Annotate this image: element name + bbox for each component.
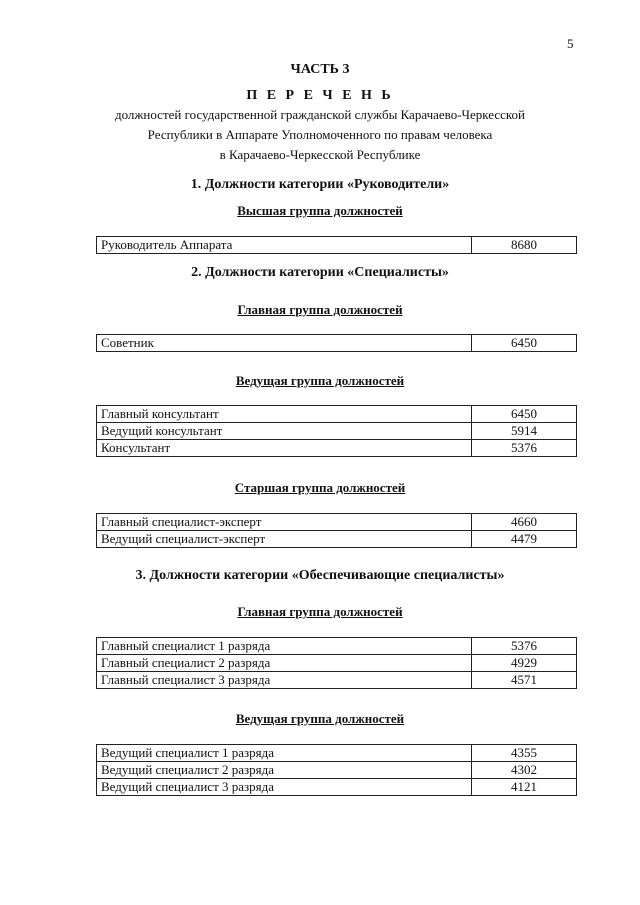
page-number: 5 bbox=[567, 36, 574, 51]
position-value: 6450 bbox=[472, 335, 577, 352]
position-name: Ведущий специалист 3 разряда bbox=[97, 779, 472, 796]
position-name: Главный специалист 1 разряда bbox=[97, 638, 472, 655]
position-value: 4929 bbox=[472, 655, 577, 672]
document-heading: П Е Р Е Ч Е Н Ь bbox=[246, 88, 394, 103]
table-row bbox=[97, 672, 577, 689]
position-value: 8680 bbox=[472, 237, 577, 254]
positions-table bbox=[96, 637, 577, 689]
category-title: 2. Должности категории «Специалисты» bbox=[191, 265, 449, 280]
position-name: Ведущий специалист 1 разряда bbox=[97, 745, 472, 762]
positions-table bbox=[96, 513, 577, 548]
table-row bbox=[97, 423, 577, 440]
table-row bbox=[97, 779, 577, 796]
position-value: 4479 bbox=[472, 531, 577, 548]
position-value: 5376 bbox=[472, 440, 577, 457]
table-row bbox=[97, 745, 577, 762]
subtitle-line: должностей государственной гражданской службы Карачаево-Черкесской bbox=[114, 107, 525, 122]
table-row bbox=[97, 531, 577, 548]
table-row bbox=[97, 335, 577, 352]
positions-table bbox=[96, 334, 577, 352]
position-value: 5376 bbox=[472, 638, 577, 655]
position-name: Советник bbox=[97, 335, 472, 352]
position-name: Ведущий специалист-эксперт bbox=[97, 531, 472, 548]
document-subtitle bbox=[0, 105, 640, 165]
position-value: 4660 bbox=[472, 514, 577, 531]
position-name: Ведущий консультант bbox=[97, 423, 472, 440]
table-row bbox=[97, 237, 577, 254]
position-name: Консультант bbox=[97, 440, 472, 457]
category-title: 1. Должности категории «Руководители» bbox=[190, 177, 450, 192]
position-name: Главный специалист 3 разряда bbox=[97, 672, 472, 689]
part-title: ЧАСТЬ 3 bbox=[290, 62, 350, 77]
group-title: Главная группа должностей bbox=[237, 604, 403, 619]
table-row bbox=[97, 762, 577, 779]
positions-table bbox=[96, 236, 577, 254]
position-value: 4302 bbox=[472, 762, 577, 779]
position-name: Главный специалист 2 разряда bbox=[97, 655, 472, 672]
table-row bbox=[97, 638, 577, 655]
position-name: Главный консультант bbox=[97, 406, 472, 423]
group-title: Ведущая группа должностей bbox=[235, 711, 405, 726]
subtitle-line: в Карачаево-Черкесской Республике bbox=[219, 147, 421, 162]
position-name: Ведущий специалист 2 разряда bbox=[97, 762, 472, 779]
position-name: Руководитель Аппарата bbox=[97, 237, 472, 254]
group-title: Высшая группа должностей bbox=[237, 203, 403, 218]
table-row bbox=[97, 655, 577, 672]
group-title: Ведущая группа должностей bbox=[235, 373, 405, 388]
table-row bbox=[97, 440, 577, 457]
position-value: 6450 bbox=[472, 406, 577, 423]
position-name: Главный специалист-эксперт bbox=[97, 514, 472, 531]
table-row bbox=[97, 514, 577, 531]
table-row bbox=[97, 406, 577, 423]
positions-table bbox=[96, 744, 577, 796]
category-title: 3. Должности категории «Обеспечивающие специалисты» bbox=[135, 568, 505, 583]
group-title: Главная группа должностей bbox=[237, 302, 403, 317]
position-value: 4571 bbox=[472, 672, 577, 689]
positions-table bbox=[96, 405, 577, 457]
subtitle-line: Республики в Аппарате Уполномоченного по правам человека bbox=[147, 127, 493, 142]
group-title: Старшая группа должностей bbox=[234, 480, 406, 495]
position-value: 4355 bbox=[472, 745, 577, 762]
position-value: 5914 bbox=[472, 423, 577, 440]
position-value: 4121 bbox=[472, 779, 577, 796]
